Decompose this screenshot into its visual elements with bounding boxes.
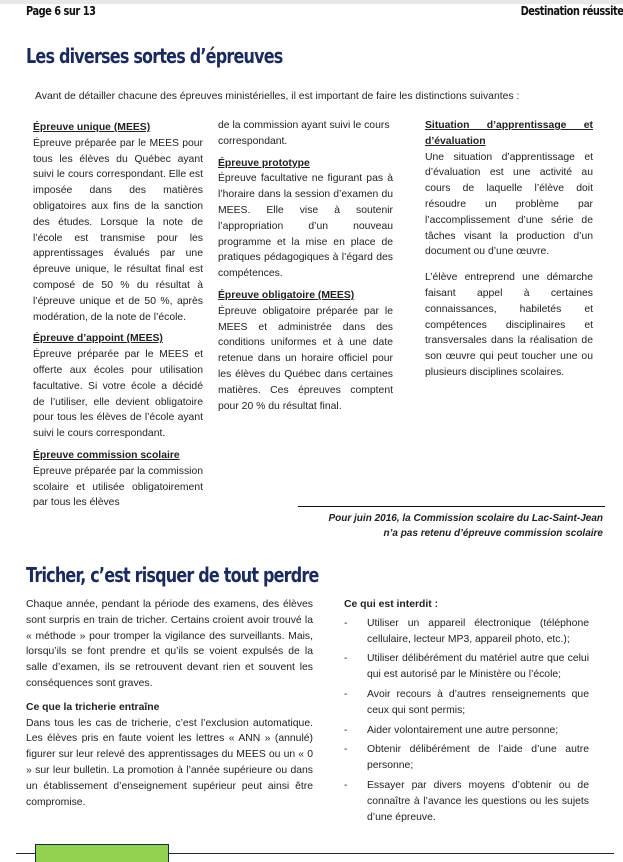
dash-bullet-icon: - [344, 653, 348, 665]
consequence-body: Dans tous les cas de tricherie, c’est l’exclusion automatique. Les élèves pris en faute voient les lettres « ANN » (annulé) figurer sur leur relevé des apprentissages du MEES ou un « 0 » sur leur bulletin. La promotion à l’année supérieure ou dans un établissement d’enseignement supérieur peut ainsi être compromise. [26, 717, 313, 808]
list-item: - Essayer par divers moyens d’obtenir ou de connaître à l’avance les questions ou les sujets d’une épreuve. [344, 779, 589, 823]
cheating-left-column [26, 597, 313, 814]
footer-green-tab [35, 844, 169, 862]
item-epreuve-obligatoire [218, 288, 393, 414]
column-2 [218, 118, 393, 420]
item-body: de la commission ayant suivi le cours correspondant. [218, 120, 390, 147]
list-item: - Avoir recours à d’autres renseignements que ceux qui sont permis; [344, 688, 589, 716]
dash-bullet-icon: - [344, 744, 348, 756]
column-1 [33, 120, 203, 517]
item-title: Épreuve commission scolaire [33, 449, 180, 461]
item-situation [425, 118, 593, 260]
section-intro: Avant de détailler chacune des épreuves ministérielles, il est important de faire les distinctions suivantes : [35, 91, 520, 102]
consequence-block [26, 700, 313, 811]
item-title: Épreuve prototype [218, 157, 310, 169]
item-epreuve-unique [33, 120, 203, 325]
item-epreuve-commission [33, 448, 203, 511]
list-item: - Utiliser délibérément du matériel autre que celui qui est autorisé par le Ministère ou l’école; [344, 653, 589, 681]
consequence-title: Ce que la tricherie entraîne [26, 701, 160, 713]
item-epreuve-prototype [218, 156, 393, 282]
cheating-intro: Chaque année, pendant la période des examens, des élèves sont surpris en train de tricher. Certains croient avoir trouvé la « méthode » pour tromper la vigilance des surveillants. Mais, lorsqu’ils se font prendre et qu’ils se voient expulsés de la salle d’examen, ils se retrouvent devant rien et souvent les conséquences sont graves. [26, 599, 313, 689]
dash-bullet-icon: - [344, 617, 348, 629]
cheating-right-column [344, 597, 589, 829]
item-body: Une situation d’apprentissage et d’évaluation est une activité au cours de laquelle l’élève doit résoudre un problème par l’accomplissement d’une série de tâches visant la production d’un document ou d’une œuvre. [425, 151, 593, 258]
item-body: Épreuve préparée par le MEES pour tous les élèves du Québec ayant suivi le cours correspondant. Elle est imposée dans des matières obligatoires aux fins de la sanction des études. Lorsque la note de l’école est transmise pour les apprentissages évalués par une épreuve unique, le résultat final est composé de 50 % du résultat à l’épreuve unique et de 50 %, après modération, de la note de l’école. [33, 137, 203, 323]
item-body: Épreuve facultative ne figurant pas à l’horaire dans la session d’examen du MEES. Elle vise à soutenir l’appropriation d’un nouveau programme et la mise en place de pratiques pédagogiques à l’égard des compétences. [218, 173, 393, 280]
item-title: Épreuve d’appoint (MEES) [33, 333, 163, 345]
document-title: Destination réussite [520, 4, 623, 18]
item-epreuve-appoint [33, 331, 203, 442]
forbidden-title: Ce qui est interdit : [344, 599, 439, 610]
note-line-2: n’a pas retenu d’épreuve commission scolaire [383, 528, 603, 539]
note-line-1: Pour juin 2016, la Commission scolaire du Lac-Saint-Jean [328, 513, 603, 524]
dash-bullet-icon: - [344, 688, 348, 700]
dash-bullet-icon: - [344, 724, 348, 736]
column-3 [425, 118, 593, 387]
item-body: L’élève entreprend une démarche faisant appel à certaines connaissances, habiletés et compétences disciplinaires et transversales dans la réalisation de son œuvre qui peut toucher une ou plusieurs disciplines scolaires. [425, 272, 593, 378]
item-title: Situation d’apprentissage et d’évaluation [425, 120, 593, 147]
item-commission-continued [218, 118, 393, 150]
section-title-tricher: Tricher, c’est risquer de tout perdre [26, 563, 319, 587]
list-item: - Aider volontairement une autre personne; [344, 723, 589, 739]
item-situation-detail [425, 270, 593, 381]
list-item: - Utiliser un appareil électronique (téléphone cellulaire, lecteur MP3, appareil photo, etc.); [344, 617, 589, 645]
forbidden-list [344, 616, 589, 826]
note-divider [298, 506, 605, 507]
page-number: Page 6 sur 13 [26, 4, 96, 18]
item-body: Épreuve obligatoire préparée par le MEES et administrée dans des conditions uniformes et à une date retenue dans un horaire officiel pour les élèves du Québec dans certaines matières. Ces épreuves comptent pour 20 % du résultat final. [218, 305, 393, 412]
item-body: Épreuve préparée par la commission scolaire et utilisée obligatoirement par tous les élèves [33, 465, 203, 509]
item-title: Épreuve unique (MEES) [33, 122, 151, 133]
note-box [273, 511, 603, 541]
dash-bullet-icon: - [344, 779, 348, 791]
list-item: - Obtenir délibérément de l’aide d’une autre personne; [344, 744, 589, 772]
item-body: Épreuve préparée par le MEES et offerte aux écoles pour utilisation facultative. Si votre école a décidé de l’utiliser, elle devient obligatoire pour tous les élèves de l’école ayant suivi le cours correspondant. [33, 349, 203, 440]
section-title-epreuves: Les diverses sortes d’épreuves [26, 44, 283, 68]
item-title: Épreuve obligatoire (MEES) [218, 289, 355, 301]
